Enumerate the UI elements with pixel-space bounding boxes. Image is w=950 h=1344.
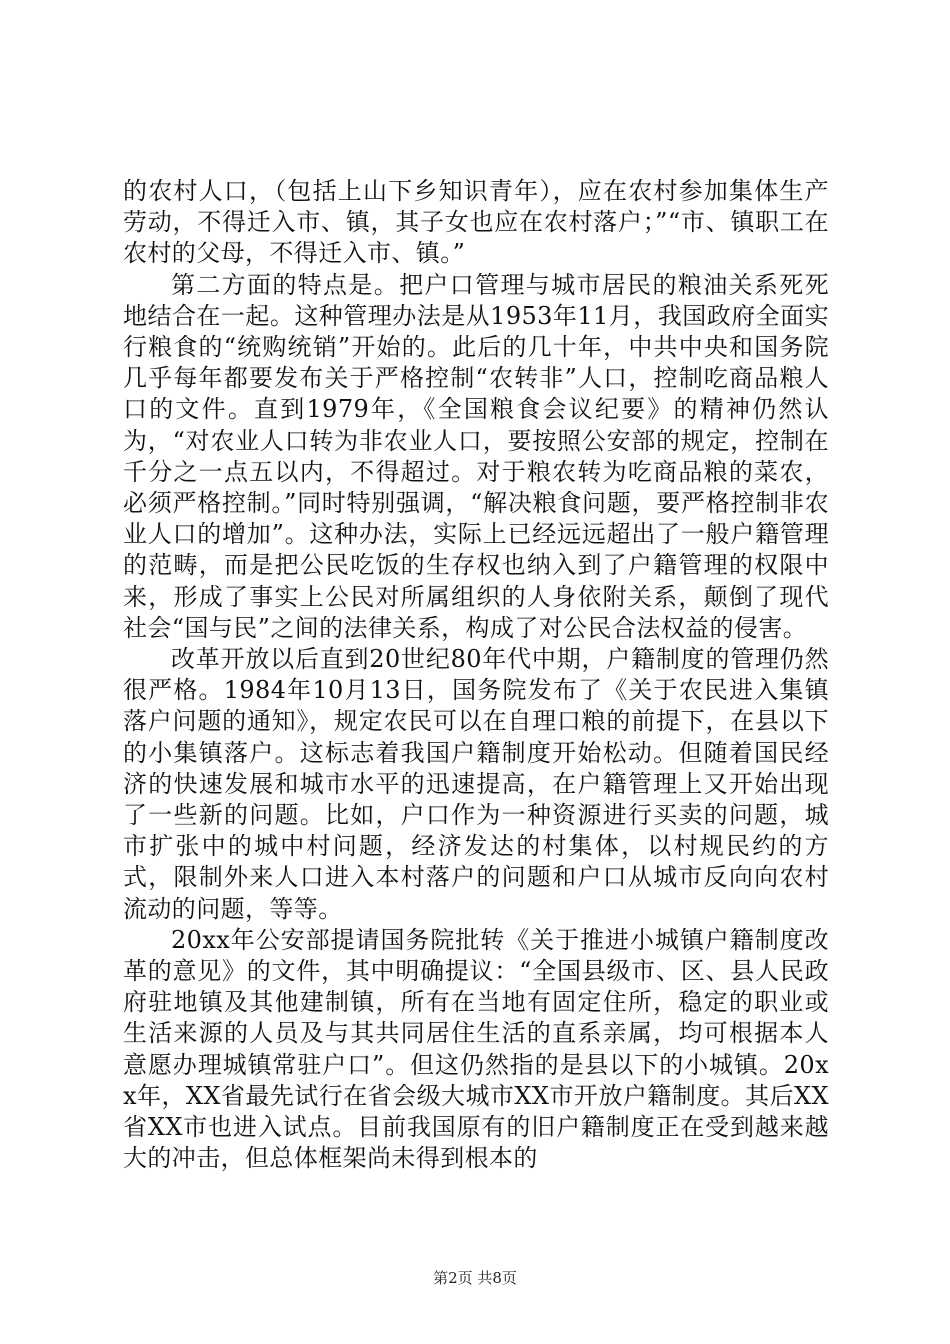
paragraph-continuation: 的农村人口，（包括上山下乡知识青年），应在农村参加集体生产劳动，不得迁入市、镇，其子女也应在农村落户；”“市、镇职工在农村的父母，不得迁入市、镇。” (123, 177, 829, 268)
paragraph-small-town-reform: 20xx年公安部提请国务院批转《关于推进小城镇户籍制度改革的意见》的文件，其中明确提议：“全国县级市、区、县人民政府驻地镇及其他建制镇，所有在当地有固定住所，稳定的职业或生活来源的人员及与其共同居住生活的直系亲属，均可根据本人意愿办理城镇常驻户口”。但这仍然指的是县以下的小城镇。20xx年，XX省最先试行在省会级大城市XX市开放户籍制度。其后XX省XX市也进入试点。目前我国原有的旧户籍制度正在受到越来越大的冲击，但总体框架尚未得到根本的 (123, 925, 829, 1173)
document-body (123, 176, 829, 1175)
paragraph-reform-opening: 改革开放以后直到20世纪80年代中期，户籍制度的管理仍然很严格。1984年10月13日，国务院发布了《关于农民进入集镇落户问题的通知》，规定农民可以在自理口粮的前提下，在县以下的小集镇落户。这标志着我国户籍制度开始松动。但随着国民经济的快速发展和城市水平的迅速提高，在户籍管理上又开始出现了一些新的问题。比如，户口作为一种资源进行买卖的问题，城市扩张中的城中村问题，经济发达的村集体，以村规民约的方式，限制外来人口进入本村落户的问题和户口从城市反向向农村流动的问题，等等。 (123, 645, 829, 923)
paragraph-grain-oil-relation: 第二方面的特点是。把户口管理与城市居民的粮油关系死死地结合在一起。这种管理办法是从1953年11月，我国政府全面实行粮食的“统购统销”开始的。此后的几十年，中共中央和国务院几乎每年都要发布关于严格控制“农转非”人口，控制吃商品粮人口的文件。直到1979年，《全国粮食会议纪要》的精神仍然认为，“对农业人口转为非农业人口，要按照公安部的规定，控制在千分之一点五以内，不得超过。对于粮农转为吃商品粮的菜农，必须严格控制。”同时特别强调，“解决粮食问题，要严格控制非农业人口的增加”。这种办法，实际上已经远远超出了一般户籍管理的范畴，而是把公民吃饭的生存权也纳入到了户籍管理的权限中来，形成了事实上公民对所属组织的人身依附关系，颠倒了现代社会“国与民”之间的法律关系，构成了对公民合法权益的侵害。 (123, 270, 829, 642)
page-number-footer: 第2页 共8页 (433, 1269, 517, 1287)
